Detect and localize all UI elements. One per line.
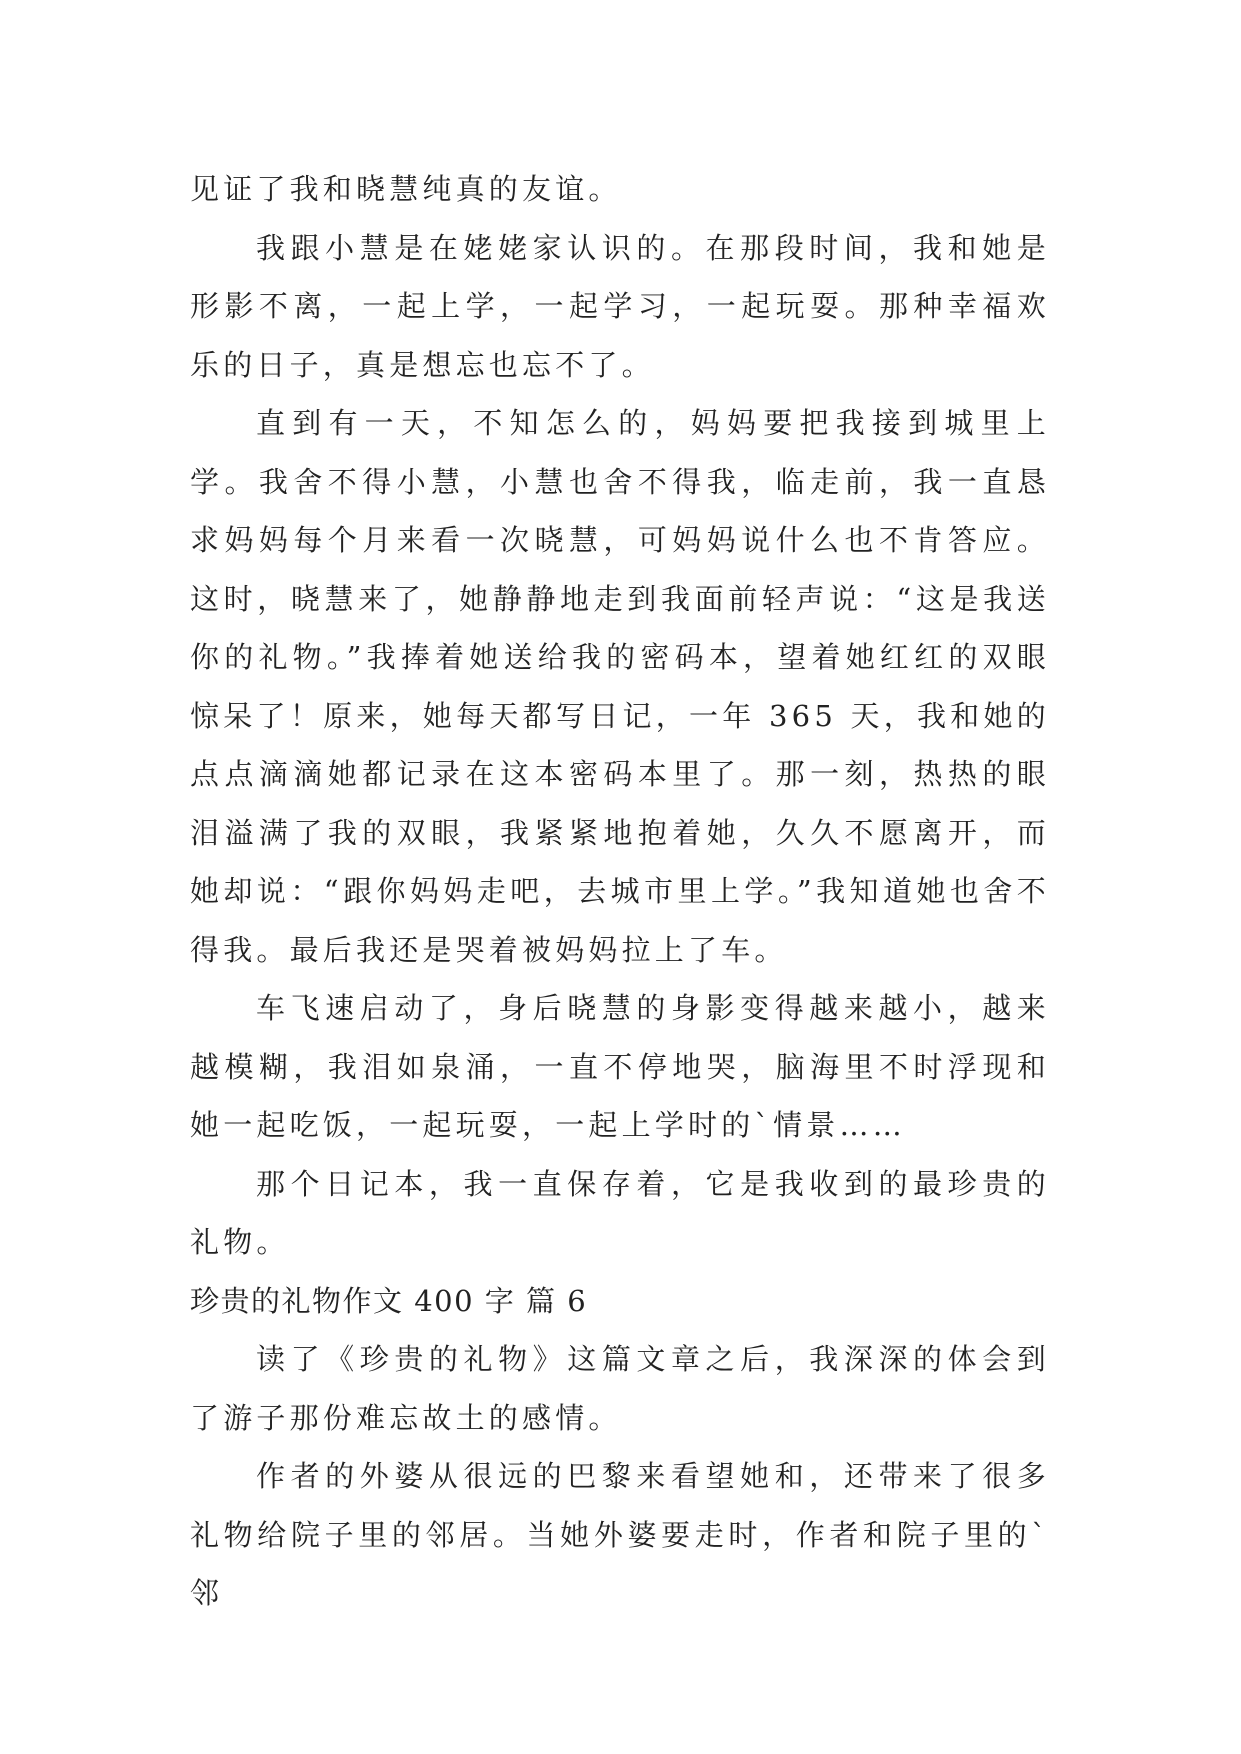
- paragraph-conclusion: 那个日记本，我一直保存着，它是我收到的最珍贵的礼物。: [190, 1166, 1050, 1259]
- paragraph-reading: 读了《珍贵的礼物》这篇文章之后，我深深的体会到了游子那份难忘故土的感情。: [190, 1342, 1050, 1435]
- paragraph-continuation: 见证了我和晓慧纯真的友谊。: [190, 172, 622, 206]
- section-heading: 珍贵的礼物作文 400 字 篇 6: [190, 1283, 588, 1318]
- paragraph-meeting: 我跟小慧是在姥姥家认识的。在那段时间，我和她是形影不离，一起上学，一起学习，一起玩耍。那种幸福欢乐的日子，真是想忘也忘不了。: [190, 230, 1050, 382]
- paragraph-farewell: 直到有一天，不知怎么的，妈妈要把我接到城里上学。我舍不得小慧，小慧也舍不得我，临走前，我一直恳求妈妈每个月来看一次晓慧，可妈妈说什么也不肯答应。这时，晓慧来了，她静静地走到我面前轻声说：“这是我送你的礼物。”我捧着她送给我的密码本，望着她红红的双眼惊呆了！原来，她每天都写日记，一年 365 天，我和她的点点滴滴她都记录在这本密码本里了。那一刻，热热的眼泪溢满了我的双眼，我紧紧地抱着她，久久不愿离开，而她却说：“跟你妈妈走吧，去城市里上学。”我知道她也舍不得我。最后我还是哭着被妈妈拉上了车。: [190, 406, 1050, 967]
- paragraph-departure: 车飞速启动了，身后晓慧的身影变得越来越小，越来越模糊，我泪如泉涌，一直不停地哭，脑海里不时浮现和她一起吃饭，一起玩耍，一起上学时的`情景……: [190, 991, 1050, 1142]
- document-body: [190, 160, 1050, 1623]
- paragraph-grandmother: 作者的外婆从很远的巴黎来看望她和，还带来了很多礼物给院子里的邻居。当她外婆要走时，作者和院子里的`邻: [190, 1459, 1050, 1610]
